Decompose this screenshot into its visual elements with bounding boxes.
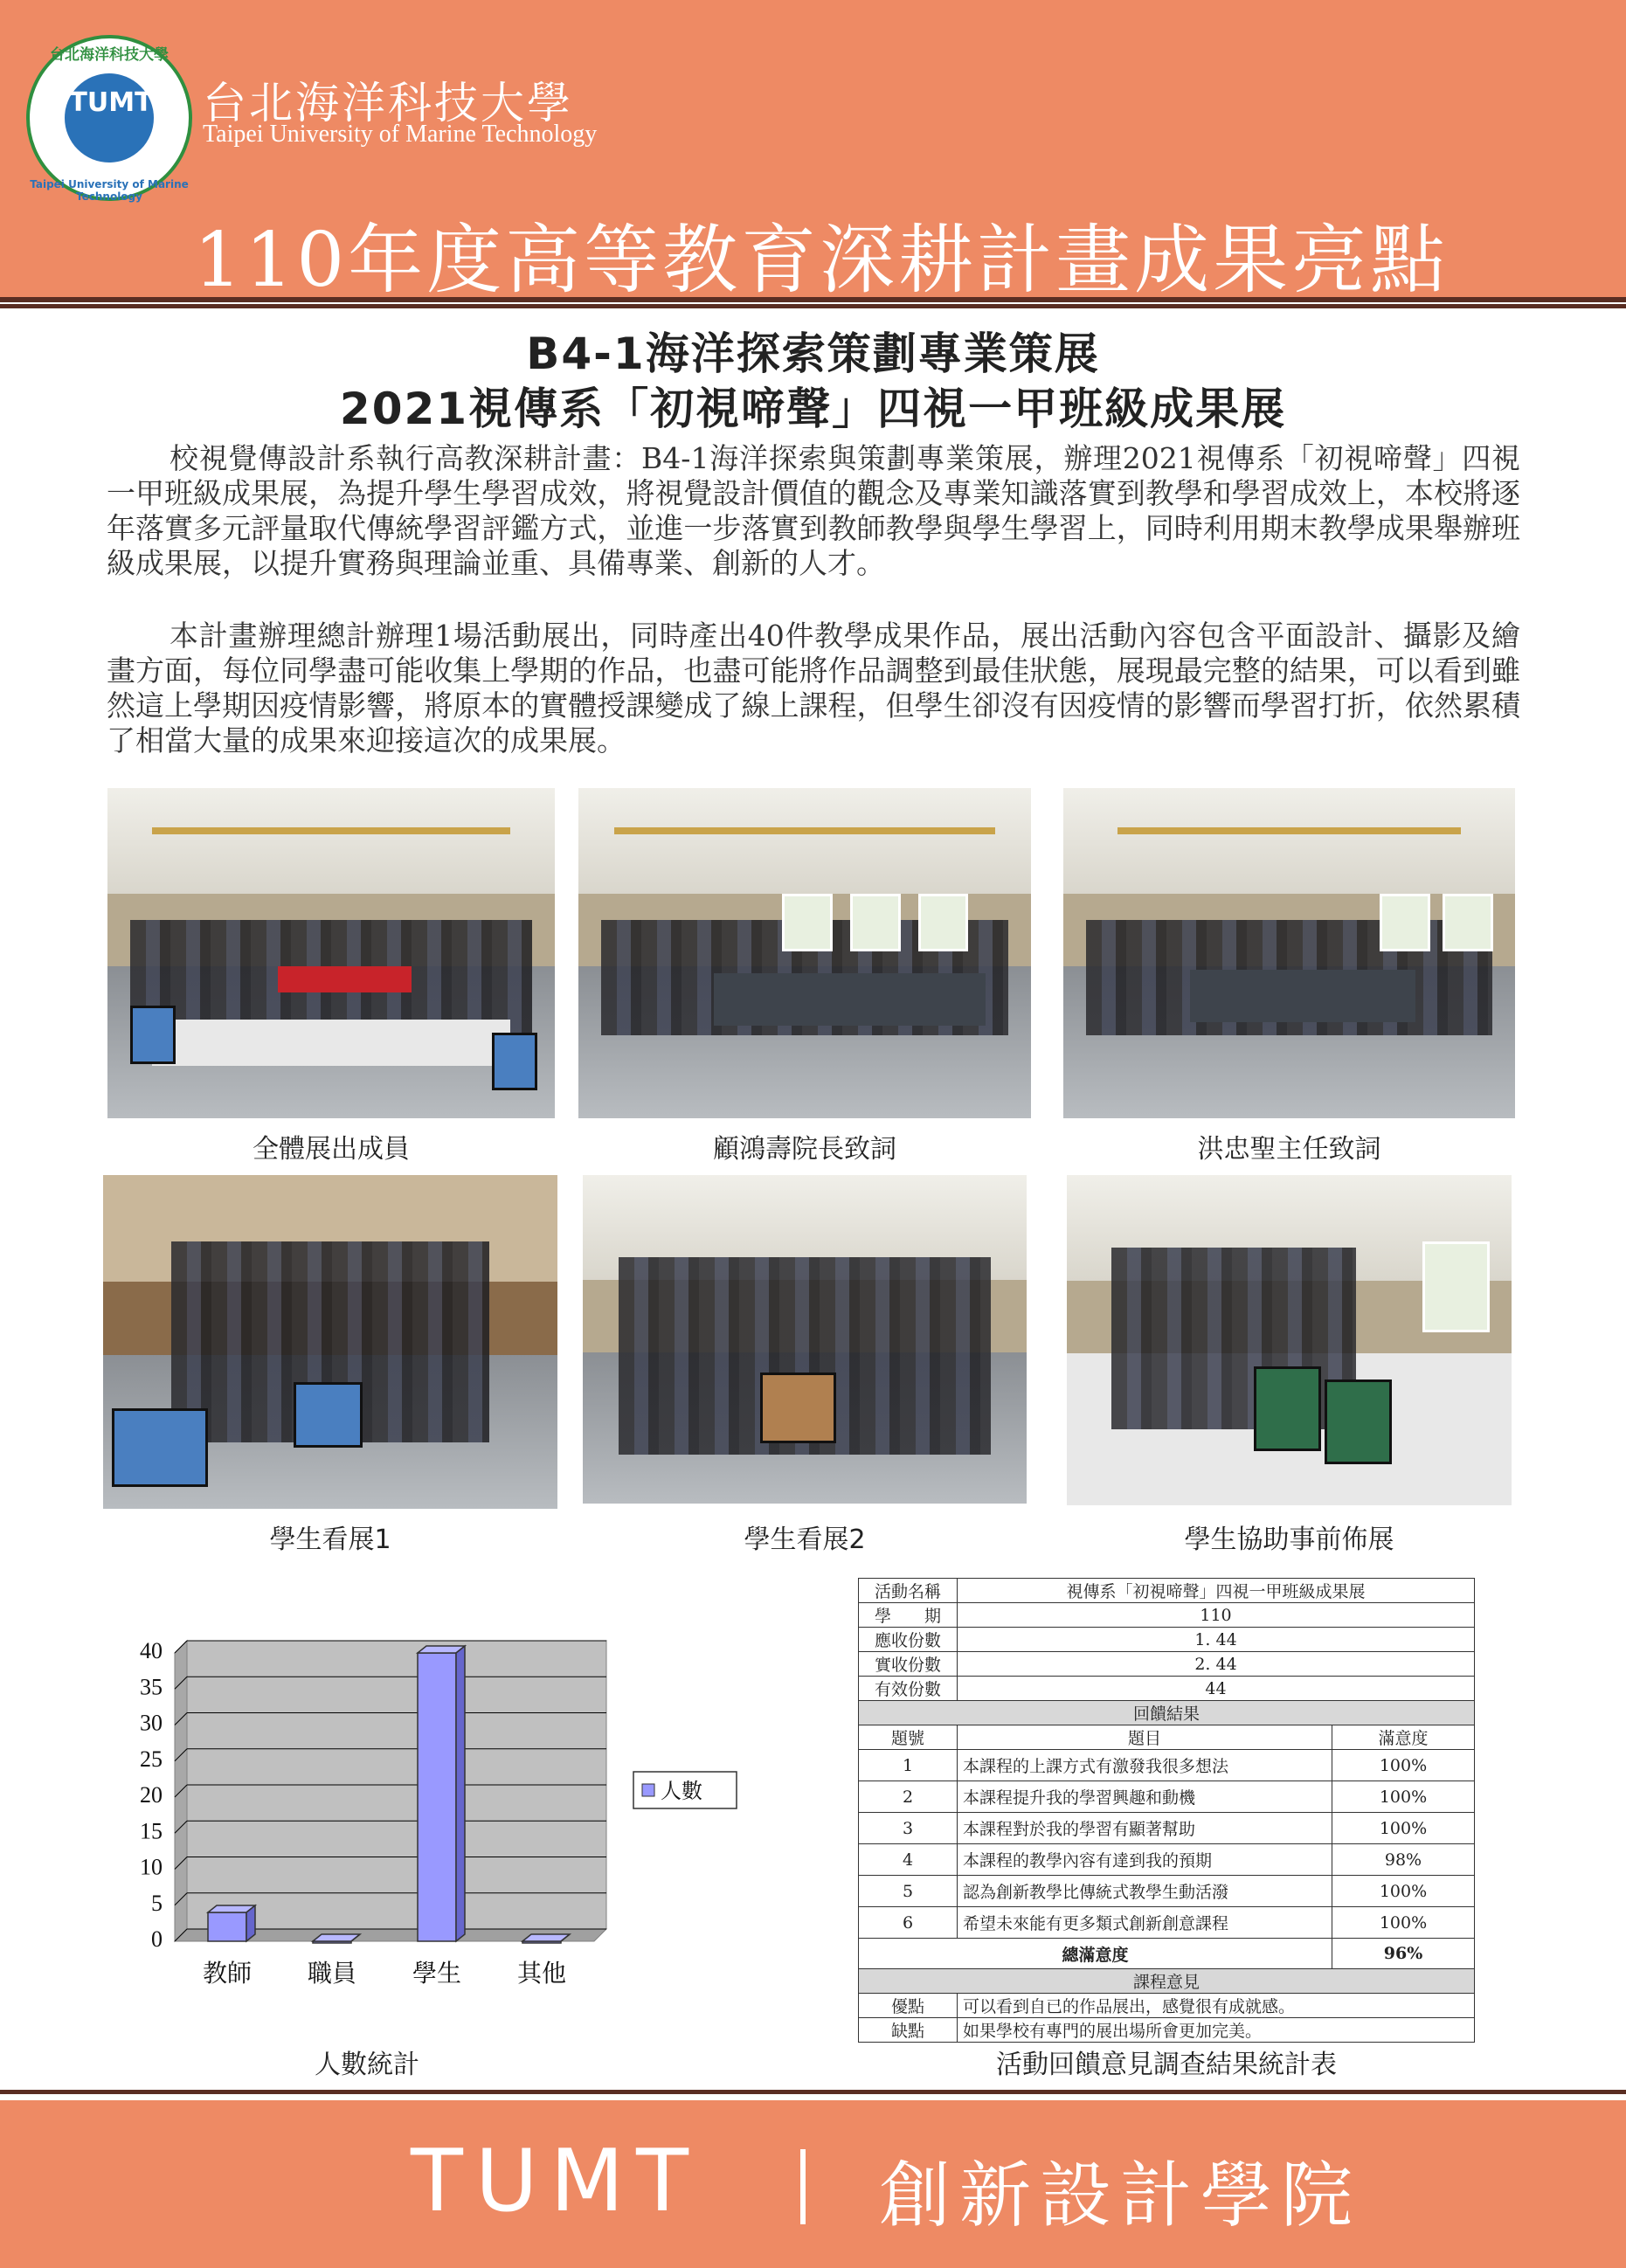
university-name-en: Taipei University of Marine Technology [203, 121, 598, 148]
meta-value: 2. 44 [958, 1652, 1475, 1677]
x-tick-label: 其他 [516, 1959, 567, 1988]
question-no: 3 [859, 1813, 958, 1844]
paragraph-summary: 本計畫辦理總計辦理1場活動展出，同時產出40件教學成果作品，展出活動內容包含平面設計、攝影及繪畫方面，每位同學盡可能收集上學期的作品，也盡可能將作品調整到最佳狀態，展現最完整的結果，可以看到雖然這上學期因疫情影響，將原本的實體授課變成了線上課程，但學生卻沒有因疫情的影響而學習打折，依然累積了相當大量的成果來迎接這次的成果展。 [107, 619, 1520, 757]
chart-title: 人數統計 [315, 2050, 419, 2080]
column-header-question: 題目 [958, 1725, 1332, 1750]
paragraph-intro: 校視覺傳設計系執行高教深耕計畫：B4-1海洋探索與策劃專業策展，辦理2021視傳系「初視啼聲」四視一甲班級成果展，為提升學生學習成效，將視覺設計價值的觀念及專業知識落實到教學和學習成效上，本校將逐年落實多元評量取代傳統學習評鑑方式，並進一步落實到教師教學與學生學習上，同時利用期末教學成果舉辦班級成果展，以提升實務與理論並重、具備專業、創新的人才。 [107, 441, 1520, 580]
meta-value: 44 [958, 1677, 1475, 1701]
photo-dean-speech [578, 788, 1031, 1118]
bar-front [208, 1912, 246, 1941]
logo-ring-top-text: 台北海洋科技大學 [50, 46, 169, 64]
participant-count-chart [105, 1625, 751, 1992]
table-row [859, 1813, 1475, 1844]
y-tick-label: 25 [140, 1746, 163, 1772]
survey-results-table [858, 1578, 1475, 2043]
column-header-no: 題號 [859, 1725, 958, 1750]
table-row [859, 1907, 1475, 1939]
photo-caption-3: 洪忠聖主任致詞 [1197, 1134, 1381, 1165]
y-tick-label: 30 [140, 1710, 163, 1736]
feedback-header: 回饋結果 [859, 1701, 1475, 1725]
question-no: 6 [859, 1907, 958, 1939]
question-no: 4 [859, 1844, 958, 1876]
legend-label: 人數 [661, 1779, 702, 1803]
footer-divider [0, 2090, 1626, 2094]
footer-college: 創新設計學院 [879, 2154, 1362, 2237]
question-no: 2 [859, 1781, 958, 1813]
y-tick-label: 35 [140, 1674, 163, 1700]
y-tick-label: 20 [140, 1782, 163, 1808]
photo-caption-4: 學生看展1 [269, 1525, 391, 1555]
y-tick-label: 15 [140, 1818, 163, 1844]
pros-text: 可以看到自已的作品展出，感覺很有成就感。 [958, 1994, 1475, 2018]
logo-text: TUMT [69, 87, 153, 118]
y-tick-label: 40 [140, 1638, 163, 1663]
cons-text: 如果學校有專門的展出場所會更加完美。 [958, 2018, 1475, 2043]
photo-director-speech [1063, 788, 1515, 1118]
photo-students-viewing-2 [583, 1175, 1027, 1504]
question-no: 5 [859, 1876, 958, 1907]
x-tick-label: 職員 [307, 1959, 357, 1988]
logo-ring-bottom-text: Taipei University of Marine Technology [30, 178, 189, 203]
table-row [859, 1781, 1475, 1813]
question-text: 本課程對於我的學習有顯著幫助 [958, 1813, 1332, 1844]
table-row [859, 1750, 1475, 1781]
question-text: 本課程提升我的學習興趣和動機 [958, 1781, 1332, 1813]
total-satisfaction-label: 總滿意度 [859, 1939, 1332, 1969]
meta-value: 1. 44 [958, 1628, 1475, 1652]
bar-front [418, 1653, 456, 1941]
legend-swatch [642, 1784, 654, 1796]
photo-caption-6: 學生協助事前佈展 [1184, 1525, 1394, 1555]
bar-side [246, 1905, 255, 1941]
meta-value: 110 [958, 1603, 1475, 1628]
pros-label: 優點 [859, 1994, 958, 2018]
y-tick-label: 10 [140, 1854, 163, 1880]
y-tick-label: 5 [151, 1890, 163, 1916]
y-tick-label: 0 [151, 1926, 163, 1952]
question-satisfaction: 100% [1332, 1750, 1475, 1781]
opinion-header: 課程意見 [859, 1969, 1475, 1994]
survey-table-title: 活動回饋意見調查結果統計表 [996, 2050, 1337, 2080]
footer-banner [0, 2100, 1626, 2268]
question-no: 1 [859, 1750, 958, 1781]
university-name-zh: 台北海洋科技大學 [203, 78, 573, 128]
photo-caption-2: 顧鴻壽院長致詞 [713, 1134, 896, 1165]
photo-exhibition-members [107, 788, 555, 1118]
photo-caption-1: 全體展出成員 [253, 1134, 410, 1165]
footer-separator [800, 2149, 806, 2224]
university-logo [26, 35, 192, 201]
table-row [859, 1876, 1475, 1907]
question-text: 認為創新教學比傳統式教學生動活潑 [958, 1876, 1332, 1907]
photo-students-setup [1067, 1175, 1512, 1505]
question-text: 希望未來能有更多類式創新創意課程 [958, 1907, 1332, 1939]
question-satisfaction: 100% [1332, 1907, 1475, 1939]
meta-label: 活動名稱 [859, 1579, 958, 1603]
table-row [859, 1844, 1475, 1876]
total-satisfaction-value: 96% [1332, 1939, 1475, 1969]
meta-label: 實收份數 [859, 1652, 958, 1677]
banner-title: 110年度高等教育深耕計畫成果亮點 [193, 217, 1450, 304]
question-satisfaction: 100% [1332, 1876, 1475, 1907]
meta-label: 學 期 [859, 1603, 958, 1628]
heading-line-1: B4-1海洋探索策劃專業策展 [526, 328, 1100, 379]
question-satisfaction: 100% [1332, 1781, 1475, 1813]
x-tick-label: 教師 [202, 1959, 253, 1988]
question-satisfaction: 100% [1332, 1813, 1475, 1844]
photo-students-viewing-1 [103, 1175, 557, 1509]
photo-caption-5: 學生看展2 [744, 1525, 866, 1555]
meta-label: 有效份數 [859, 1677, 958, 1701]
question-text: 本課程的上課方式有激發我很多想法 [958, 1750, 1332, 1781]
column-header-satisfaction: 滿意度 [1332, 1725, 1475, 1750]
cons-label: 缺點 [859, 2018, 958, 2043]
question-text: 本課程的教學內容有達到我的預期 [958, 1844, 1332, 1876]
bar-side [456, 1646, 465, 1941]
question-satisfaction: 98% [1332, 1844, 1475, 1876]
meta-value: 視傳系「初視啼聲」四視一甲班級成果展 [958, 1579, 1475, 1603]
meta-label: 應收份數 [859, 1628, 958, 1652]
x-tick-label: 學生 [412, 1959, 462, 1988]
heading-line-2: 2021視傳系「初視啼聲」四視一甲班級成果展 [339, 384, 1287, 434]
footer-brand: TUMT [411, 2132, 702, 2231]
